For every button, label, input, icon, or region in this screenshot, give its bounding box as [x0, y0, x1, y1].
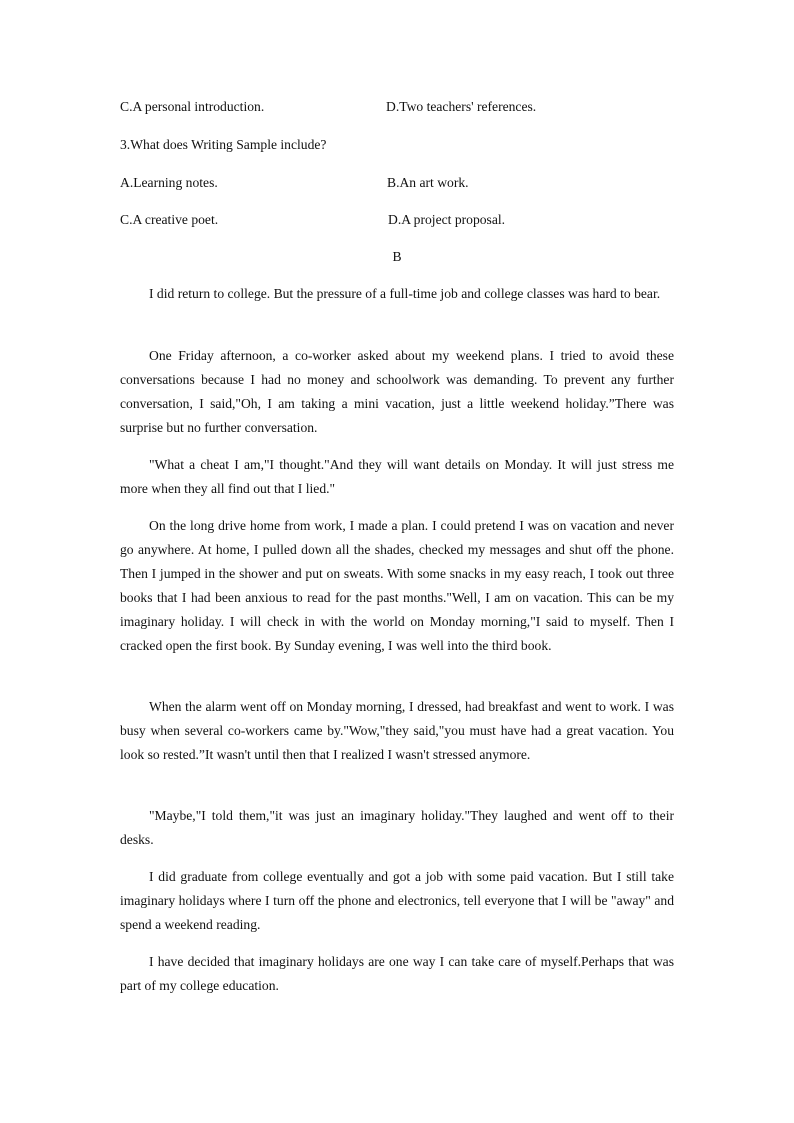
q3-options-row-ab: [120, 175, 680, 195]
q3-options-row-cd: [120, 212, 680, 232]
passage-paragraph: "Maybe,"I told them,"it was just an imaginary holiday."They laughed and went off to their desks.: [120, 808, 674, 847]
q3-option-b: B.An art work.: [387, 175, 469, 190]
passage-paragraph: One Friday afternoon, a co-worker asked about my weekend plans. I tried to avoid these conversations because I had no money and schoolwork was demanding. To prevent any further conversation, I said,"Oh, I am taking a mini vacation, just a little weekend holiday.”There was surprise but no further conversation.: [120, 348, 674, 435]
q3-stem: 3.What does Writing Sample include?: [120, 137, 327, 152]
section-letter: B: [392, 249, 402, 264]
passage-paragraph: "What a cheat I am,"I thought."And they will want details on Monday. It will just stress me more when they all find out that I lied.": [120, 457, 674, 496]
q3-option-d: D.A project proposal.: [388, 212, 506, 227]
q2-options-row-cd: [120, 99, 680, 119]
passage-paragraph: When the alarm went off on Monday morning, I dressed, had breakfast and went to work. I was busy when several co-workers came by."Wow,"they said,"you must have had a great vacation. You look so rested.”It wasn't until then that I realized I wasn't stressed anymore.: [120, 699, 674, 762]
passage-paragraph: I did return to college. But the pressure of a full-time job and college classes was hard to bear.: [149, 286, 661, 301]
q3-option-a: A.Learning notes.: [120, 175, 218, 190]
passage-paragraph: I did graduate from college eventually and got a job with some paid vacation. But I still take imaginary holidays where I turn off the phone and electronics, tell everyone that I will be "away" and spend a weekend reading.: [120, 869, 674, 932]
passage-paragraph: I have decided that imaginary holidays are one way I can take care of myself.Perhaps that was part of my college education.: [120, 954, 674, 993]
q3-option-c: C.A creative poet.: [120, 212, 219, 227]
q2-option-d: D.Two teachers' references.: [386, 99, 537, 114]
passage-paragraph: On the long drive home from work, I made a plan. I could pretend I was on vacation and never go anywhere. At home, I pulled down all the shades, checked my messages and shut off the phone. Then I jumped in the shower and put on sweats. With some snacks in my easy reach, I took out three books that I had been anxious to read for the past months."Well, I am on vacation. This can be my imaginary holiday. I will check in with the world on Monday morning,"I said to myself. Then I cracked open the first book. By Sunday evening, I was well into the third book.: [120, 518, 674, 653]
q2-option-c: C.A personal introduction.: [120, 99, 265, 114]
